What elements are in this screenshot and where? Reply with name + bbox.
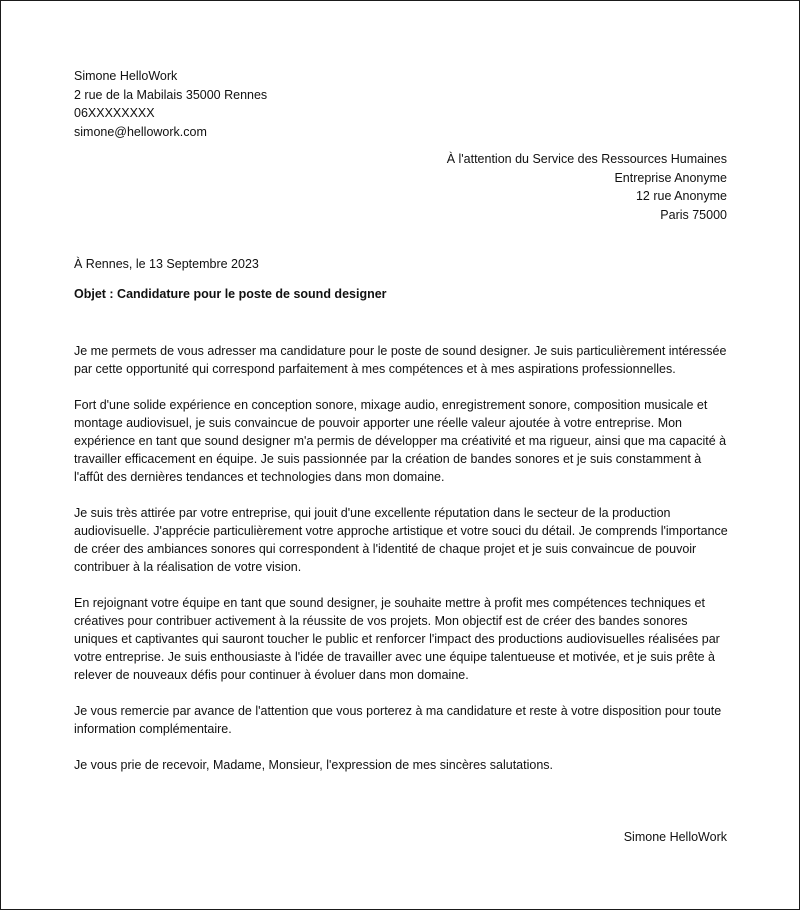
paragraph-closing: Je vous prie de recevoir, Madame, Monsieur, l'expression de mes sincères salutations. bbox=[74, 758, 554, 772]
recipient-block bbox=[447, 150, 727, 224]
paragraph-experience: Fort d'une solide expérience en conception sonore, mixage audio, enregistrement sonore, composition musicale et montage audiovisuel, je suis convaincue de pouvoir apporter une réelle valeur ajoutée à votre entreprise. Mon expérience en tant que sound designer m'a permis de développer ma créativité et ma rigueur, ainsi que ma capacité à travailler efficacement en équipe. Je suis passionnée par la création de bandes sonores et je suis constamment à l'affût des dernières tendances et technologies dans mon domaine. bbox=[74, 398, 727, 484]
date-line: À Rennes, le 13 Septembre 2023 bbox=[74, 257, 259, 271]
paragraph-company: Je suis très attirée par votre entreprise, qui jouit d'une excellente réputation dans le secteur de la production audiovisuelle. J'apprécie particulièrement votre approche artistique et votre souci du détail. Je comprends l'importance de créer des ambiances sonores qui correspondent à l'identité de chaque projet et je suis convaincue de pouvoir contribuer à la réalisation de votre vision. bbox=[74, 506, 728, 574]
signature: Simone HelloWork bbox=[623, 830, 727, 844]
subject-line: Objet : Candidature pour le poste de sound designer bbox=[74, 287, 387, 301]
sender-email: simone@hellowork.com bbox=[74, 124, 207, 139]
recipient-street: 12 rue Anonyme bbox=[635, 189, 727, 203]
paragraph-thanks: Je vous remercie par avance de l'attention que vous porterez à ma candidature et reste à votre disposition pour toute information complémentaire. bbox=[74, 704, 722, 736]
paragraph-intro: Je me permets de vous adresser ma candidature pour le poste de sound designer. Je suis particulièrement intéressée par cette opportunité qui correspond parfaitement à mes compétences et à mes aspirations professionnelles. bbox=[74, 344, 727, 376]
recipient-attention: À l'attention du Service des Ressources Humaines bbox=[446, 152, 727, 166]
paragraph-goals: En rejoignant votre équipe en tant que sound designer, je souhaite mettre à profit mes compétences techniques et créatives pour contribuer activement à la réussite de vos projets. Mon objectif est de créer des bandes sonores uniques et captivantes qui sauront toucher le public et renforcer l'impact des productions audiovisuelles réalisées par votre entreprise. Je suis enthousiaste à l'idée de travailler avec une équipe talentueuse et motivée, et je suis prête à relever de nouveaux défis pour continuer à évoluer dans mon domaine. bbox=[74, 596, 720, 682]
sender-name: Simone HelloWork bbox=[74, 69, 178, 83]
sender-block bbox=[74, 67, 267, 141]
recipient-city: Paris 75000 bbox=[660, 207, 727, 222]
recipient-company: Entreprise Anonyme bbox=[614, 170, 727, 185]
letter-body bbox=[74, 342, 729, 792]
sender-address: 2 rue de la Mabilais 35000 Rennes bbox=[74, 87, 268, 102]
sender-phone: 06XXXXXXXX bbox=[74, 106, 155, 120]
